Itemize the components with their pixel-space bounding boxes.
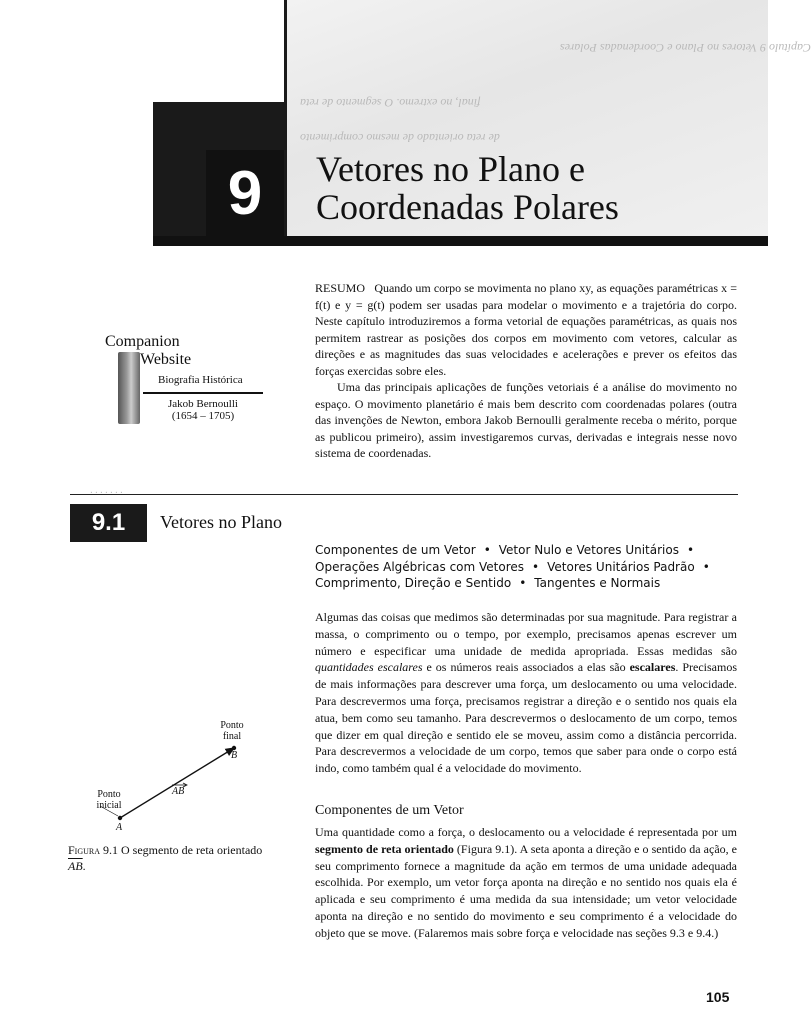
bullet-icon: • [532, 559, 540, 574]
caption-text: O segmento de reta orientado [121, 843, 263, 857]
companion-line2: Website [140, 351, 192, 368]
section-title: Vetores no Plano [160, 512, 282, 532]
summary-paragraph-2: Uma das principais aplicações de funções vetoriais é a análise do movimento no espaço. O movimento planetário é mais bem descrito com coordenadas polares (outra das invenções de Newton, embora Jakob Bernoulli geralmente receba o mérito, porque as publicou primeiro), assim investigaremos curvas, derivadas e integrais nesse novo sistema de coordenadas. [315, 380, 737, 460]
label-ponto-final: Ponto final [220, 720, 244, 742]
intro-text [315, 609, 737, 777]
biography-person: Jakob Bernoulli [168, 398, 238, 410]
header-vertical-rule [284, 0, 287, 240]
topics-line-1 [315, 542, 745, 559]
topic-item[interactable]: Componentes de um Vetor [315, 543, 476, 557]
bullet-icon: • [686, 543, 695, 557]
section-topics [315, 542, 745, 592]
section-rule [70, 494, 738, 495]
label-point-b: B [231, 750, 238, 761]
chapter-title-line2: Coordenadas Polares [316, 187, 619, 227]
book-spine-icon [118, 352, 140, 424]
companion-divider [143, 392, 263, 394]
chapter-title [316, 150, 619, 226]
chapter-title-line1: Vetores no Plano e [316, 149, 585, 189]
components-text [315, 824, 737, 942]
header-horizontal-rule [153, 236, 768, 246]
biography-entry[interactable] [143, 398, 263, 422]
vector-ab-line [120, 748, 234, 818]
bullet-icon: • [702, 559, 710, 574]
intro-text-b: e os números reais associados a elas são [422, 660, 630, 675]
label-point-a: A [116, 822, 123, 833]
intro-text-a: Algumas das coisas que medimos são determinadas por sua magnitude. Para registrar a massa, o comprimento ou o tempo, por exemplo, precisamos apenas escrever um número e especificar uma unidade de medida apropriada. Essas medidas são [315, 610, 737, 658]
topics-line-3 [315, 575, 745, 592]
topic-item[interactable]: Vetores Unitários Padrão [547, 559, 695, 574]
page-number: 105 [706, 989, 730, 1005]
components-text-b: (Figura 9.1). A seta aponta a direção e o sentido da ação, e seu comprimento fornece a magnitude da ação em termos de uma unidade adequada escolhida. Por exemplo, um vetor força aponta na direção e no sentido nos quais ela é aplicada e seu comprimento é uma medida da sua intensidade; um vetor velocidade aponta na direção e no sentido do movimento e seu comprimento é a velocidade do objeto que se move. (Falaremos mais sobre força e velocidade nas seções 9.3 e 9.4.) [315, 841, 738, 940]
companion-line1: Companion [105, 333, 180, 350]
intro-paragraph [315, 609, 737, 777]
header-bleed-through-text: Capítulo 9 Vetores no Plano e Coordenadas Polares [560, 41, 811, 55]
label-vector-ab: AB [172, 786, 185, 797]
term-directed-segment: segmento de reta orientado [315, 841, 454, 856]
label-ponto-inicial: Ponto inicial [96, 789, 122, 811]
chapter-summary [315, 280, 737, 462]
intro-text-c: . Precisamos de mais informações para descrever uma força, um deslocamento ou uma velocidade. Para descrevermos uma força, precisamos registrar a direção e o sentido nos quais ela atua, bem como seu tamanho. Para descrevermos o deslocamento de um corpo, temos que dizer em qual direção e sentido ele se moveu, assim como a distância percorrida. Para descrevermos a velocidade de um corpo, temos que saber para onde o corpo está indo, como também qual é a velocidade do movimento. [315, 660, 738, 776]
caption-label: Figura 9.1 [68, 843, 119, 857]
header-bleed-through-text: de reta orientado de mesmo comprimento [300, 131, 500, 145]
components-paragraph [315, 824, 737, 942]
biography-years: (1654 – 1705) [171, 410, 235, 422]
section-number: 9.1 [70, 504, 147, 542]
topic-item[interactable]: Comprimento, Direção e Sentido [315, 576, 512, 590]
biografia-label[interactable]: Biografia Histórica [158, 374, 243, 386]
subsection-heading: Componentes de um Vetor [315, 803, 464, 818]
summary-label: RESUMO [315, 281, 366, 295]
figure-9-1 [92, 716, 262, 836]
summary-text-1: Quando um corpo se movimenta no plano xy, as equações paramétricas x = f(t) e y = g(t) podem ser usadas para modelar o movimento e a trajetória do corpo. Neste capítulo introduziremos a forma vetorial de equações paramétricas, as quais nos permitem rastrear as posições dos corpos em movimento com vetores, calcular as direções e as magnitudes das suas velocidades e acelerações e prever os efeitos das forças exercidas sobre eles. [315, 281, 738, 378]
term-scalar-quantities: quantidades escalares [315, 660, 423, 675]
term-scalars: escalares [629, 660, 676, 675]
figure-caption: Figura 9.1 O segmento de reta orientado $\overline{AB}$. [68, 843, 263, 873]
topics-line-2 [315, 559, 745, 576]
summary-paragraph-1 [315, 280, 737, 379]
bullet-icon: • [483, 543, 491, 557]
header-bleed-through-text: final, no extremo. O segmento de reta [300, 96, 481, 110]
point-a-dot [118, 816, 122, 820]
chapter-number: 9 [227, 159, 263, 228]
topic-item[interactable]: Tangentes e Normais [534, 576, 661, 590]
topic-item[interactable]: Operações Algébricas com Vetores [315, 559, 525, 574]
components-text-a: Uma quantidade como a força, o deslocamento ou a velocidade é representada por um [315, 825, 737, 839]
topic-item[interactable]: Vetor Nulo e Vetores Unitários [498, 543, 679, 557]
bullet-icon: • [519, 576, 527, 590]
caption-vector: $\overline{AB}$ [68, 859, 83, 873]
